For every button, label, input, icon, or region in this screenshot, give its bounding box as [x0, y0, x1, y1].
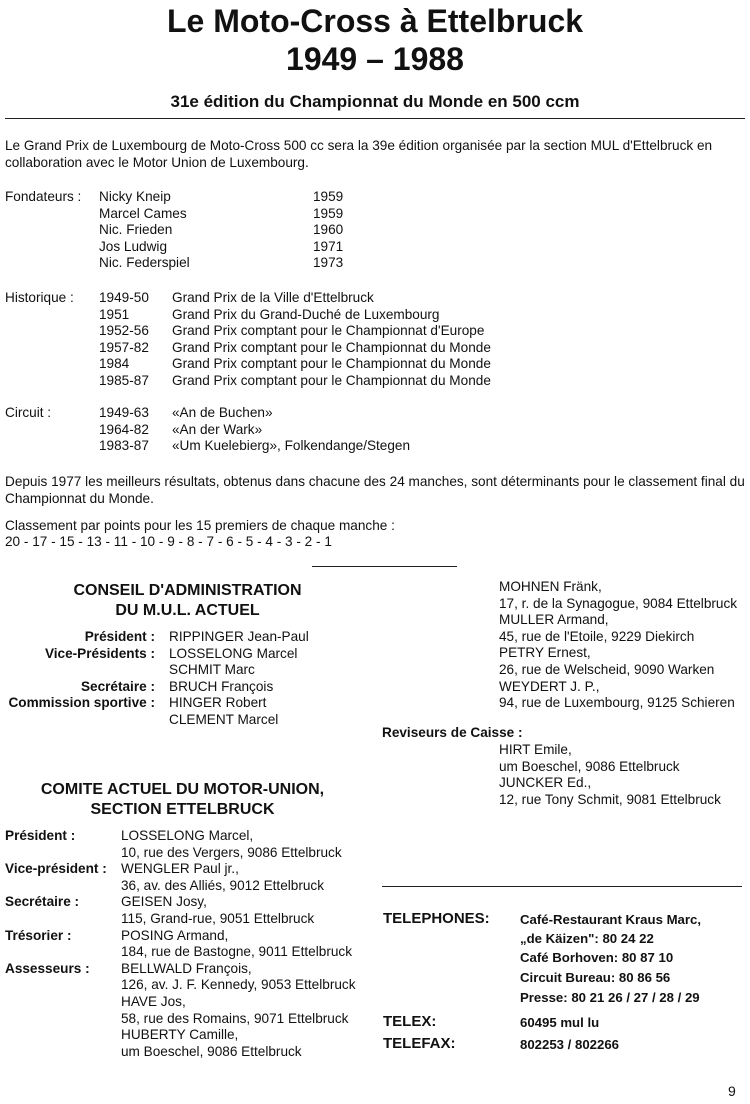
reviseurs-label: Reviseurs de Caisse : — [382, 725, 523, 740]
comite-text: POSING Armand, — [121, 927, 229, 943]
conseil-role: Vice-Présidents : — [44, 645, 155, 661]
list-item — [99, 372, 491, 390]
comite-text: GEISEN Josy, — [121, 894, 207, 910]
list-item: HIRT Emile, — [499, 742, 572, 757]
circuit-text: «An de Buchen» — [172, 405, 273, 420]
comite-heading-2: SECTION ETTELBRUCK — [90, 801, 275, 818]
conseil-heading-2: DU M.U.L. ACTUEL — [115, 602, 260, 619]
telephones-list — [520, 911, 701, 1008]
history-period: 1952-56 — [99, 323, 149, 339]
list-item — [5, 1027, 239, 1044]
history-period: 1985-87 — [99, 372, 149, 388]
founder-name: Nicky Kneip — [99, 189, 171, 204]
circuit-text: «Um Kuelebierg», Folkendange/Stegen — [172, 438, 411, 454]
list-item — [99, 306, 440, 324]
list-item — [5, 877, 325, 895]
list-item — [99, 255, 344, 272]
conseil-name: CLEMENT Marcel — [169, 711, 279, 727]
depuis-paragraph: Depuis 1977 les meilleurs résultats, obtenus dans chacune des 24 manches, sont déterminants pour le classement final du Championnat du Monde. — [5, 474, 745, 506]
list-item — [5, 944, 353, 961]
comite-text: HUBERTY Camille, — [121, 1027, 239, 1043]
list-item: 26, rue de Welscheid, 9090 Warken — [499, 661, 715, 677]
list-item — [5, 977, 356, 994]
comite-heading-1: COMITE ACTUEL DU MOTOR-UNION, — [40, 781, 325, 798]
list-item — [99, 356, 491, 373]
list-item — [0, 629, 375, 646]
founder-year: 1959 — [313, 205, 344, 221]
list-item: WEYDERT J. P., — [499, 678, 600, 694]
list-item — [99, 205, 344, 223]
historique-list — [99, 290, 491, 390]
telex-label: TELEX: — [383, 1013, 437, 1030]
list-item — [99, 189, 344, 206]
conseil-list — [0, 629, 375, 729]
comite-role: Président : — [5, 828, 76, 843]
list-item — [99, 421, 263, 439]
conseil-name: RIPPINGER Jean-Paul — [169, 629, 309, 644]
telefax-value: 802253 / 802266 — [520, 1037, 620, 1052]
page-subtitle: 31e édition du Championnat du Monde en 500 ccm — [170, 92, 580, 111]
list-item — [0, 695, 375, 712]
list-item: 94, rue de Luxembourg, 9125 Schieren — [499, 695, 735, 711]
history-period: 1957-82 — [99, 339, 149, 355]
fondateurs-label: Fondateurs : — [5, 189, 82, 204]
history-text: Grand Prix comptant pour le Championnat d'Europe — [172, 323, 485, 339]
comite-text: 58, rue des Romains, 9071 Ettelbruck — [121, 1010, 349, 1026]
comite-role: Assesseurs : — [5, 960, 90, 976]
founder-year: 1973 — [313, 255, 344, 271]
comite-role: Vice-président : — [5, 861, 107, 877]
list-item: um Boeschel, 9086 Ettelbruck — [499, 758, 680, 774]
list-item — [5, 1010, 349, 1028]
list-item: Presse: 80 21 26 / 27 / 28 / 29 — [520, 989, 700, 1005]
header-divider — [5, 118, 745, 119]
founder-year: 1971 — [313, 238, 344, 254]
page-number: 9 — [728, 1083, 736, 1099]
section-divider — [312, 566, 457, 567]
list-item — [5, 1043, 302, 1061]
list-item: 45, rue de l'Etoile, 9229 Diekirch — [499, 628, 695, 644]
list-item — [99, 290, 374, 307]
comite-text: 115, Grand-rue, 9051 Ettelbruck — [121, 910, 315, 926]
comite-text: 126, av. J. F. Kennedy, 9053 Ettelbruck — [121, 977, 356, 993]
comite-text: BELLWALD François, — [121, 960, 252, 976]
members-right-list — [499, 579, 737, 712]
comite-role: Secrétaire : — [5, 894, 80, 910]
comite-text: 36, av. des Alliés, 9012 Ettelbruck — [121, 877, 325, 893]
circuit-text: «An der Wark» — [172, 421, 263, 437]
list-item: „de Käizen": 80 24 22 — [520, 930, 654, 946]
comite-text: WENGLER Paul jr., — [121, 861, 239, 877]
conseil-role: Commission sportive : — [8, 695, 155, 711]
circuit-period: 1949-63 — [99, 405, 149, 420]
list-item — [5, 927, 229, 945]
list-item — [0, 662, 375, 679]
comite-text: 10, rue des Vergers, 9086 Ettelbruck — [121, 844, 342, 860]
telephones-label: TELEPHONES: — [383, 910, 490, 927]
list-item: MOHNEN Fränk, — [499, 579, 602, 594]
comite-text: LOSSELONG Marcel, — [121, 828, 254, 843]
history-text: Grand Prix comptant pour le Championnat du Monde — [172, 356, 491, 372]
comite-text: HAVE Jos, — [121, 993, 186, 1009]
conseil-name: LOSSELONG Marcel — [169, 645, 298, 661]
history-period: 1984 — [99, 356, 130, 372]
list-item — [99, 405, 273, 422]
conseil-role: Secrétaire : — [80, 678, 155, 694]
founder-name: Nic. Federspiel — [99, 255, 190, 271]
conseil-name: SCHMIT Marc — [169, 662, 255, 678]
fondateurs-list — [99, 189, 344, 272]
history-period: 1949-50 — [99, 290, 149, 305]
list-item — [5, 844, 342, 862]
history-period: 1951 — [99, 306, 130, 322]
list-item — [5, 894, 207, 911]
conseil-name: HINGER Robert — [169, 695, 267, 711]
intro-paragraph: Le Grand Prix de Luxembourg de Moto-Cross 500 cc sera la 39e édition organisée par la section MUL d'Ettelbruck en collaboration avec le Motor Union de Luxembourg. — [5, 138, 713, 170]
circuit-label: Circuit : — [5, 405, 52, 420]
telex-value: 60495 mul lu — [520, 1015, 600, 1030]
conseil-name: BRUCH François — [169, 678, 274, 694]
founder-name: Marcel Cames — [99, 205, 187, 221]
list-item: MULLER Armand, — [499, 612, 609, 628]
list-item — [5, 828, 254, 845]
list-item: 17, r. de la Synagogue, 9084 Ettelbruck — [499, 595, 738, 611]
circuit-period: 1964-82 — [99, 421, 149, 437]
list-item — [99, 238, 344, 256]
history-text: Grand Prix du Grand-Duché de Luxembourg — [172, 306, 440, 322]
conseil-heading-1: CONSEIL D'ADMINISTRATION — [73, 582, 302, 599]
page-title-line-2: 1949 – 1988 — [286, 41, 464, 77]
list-item — [5, 960, 252, 978]
classement-line-2: 20 - 17 - 15 - 13 - 11 - 10 - 9 - 8 - 7 - 6 - 5 - 4 - 3 - 2 - 1 — [5, 534, 332, 549]
list-item — [5, 910, 315, 928]
circuit-list — [99, 405, 411, 455]
list-item — [0, 646, 375, 663]
founder-name: Jos Ludwig — [99, 238, 168, 254]
page-title-line-1: Le Moto-Cross à Ettelbruck — [166, 3, 584, 39]
list-item — [99, 222, 344, 239]
list-item — [0, 679, 375, 696]
list-item — [99, 339, 491, 357]
comite-text: 184, rue de Bastogne, 9011 Ettelbruck — [121, 944, 353, 960]
list-item: 12, rue Tony Schmit, 9081 Ettelbruck — [499, 791, 721, 807]
list-item — [0, 712, 375, 729]
history-text: Grand Prix de la Ville d'Ettelbruck — [172, 290, 374, 305]
comite-role: Trésorier : — [5, 927, 72, 943]
founder-year: 1959 — [313, 189, 344, 204]
comite-list — [5, 828, 356, 1060]
contacts-divider — [382, 886, 742, 887]
list-item — [99, 323, 485, 340]
history-text: Grand Prix comptant pour le Championnat du Monde — [172, 339, 491, 355]
list-item — [5, 993, 186, 1011]
circuit-period: 1983-87 — [99, 438, 149, 454]
list-item: Café-Restaurant Kraus Marc, — [520, 912, 702, 927]
telefax-label: TELEFAX: — [383, 1035, 456, 1052]
historique-label: Historique : — [5, 290, 74, 305]
list-item — [5, 861, 239, 878]
conseil-role: Président : — [84, 629, 155, 644]
reviseurs-list — [499, 742, 721, 808]
founder-year: 1960 — [313, 222, 344, 238]
founder-name: Nic. Frieden — [99, 222, 173, 238]
comite-text: um Boeschel, 9086 Ettelbruck — [121, 1043, 302, 1059]
list-item: Circuit Bureau: 80 86 56 — [520, 969, 671, 985]
list-item: PETRY Ernest, — [499, 645, 591, 661]
list-item: JUNCKER Ed., — [499, 775, 592, 791]
history-text: Grand Prix comptant pour le Championnat du Monde — [172, 372, 491, 388]
list-item — [99, 438, 411, 455]
list-item: Café Borhoven: 80 87 10 — [520, 949, 674, 965]
classement-line-1: Classement par points pour les 15 premiers de chaque manche : — [5, 518, 395, 533]
